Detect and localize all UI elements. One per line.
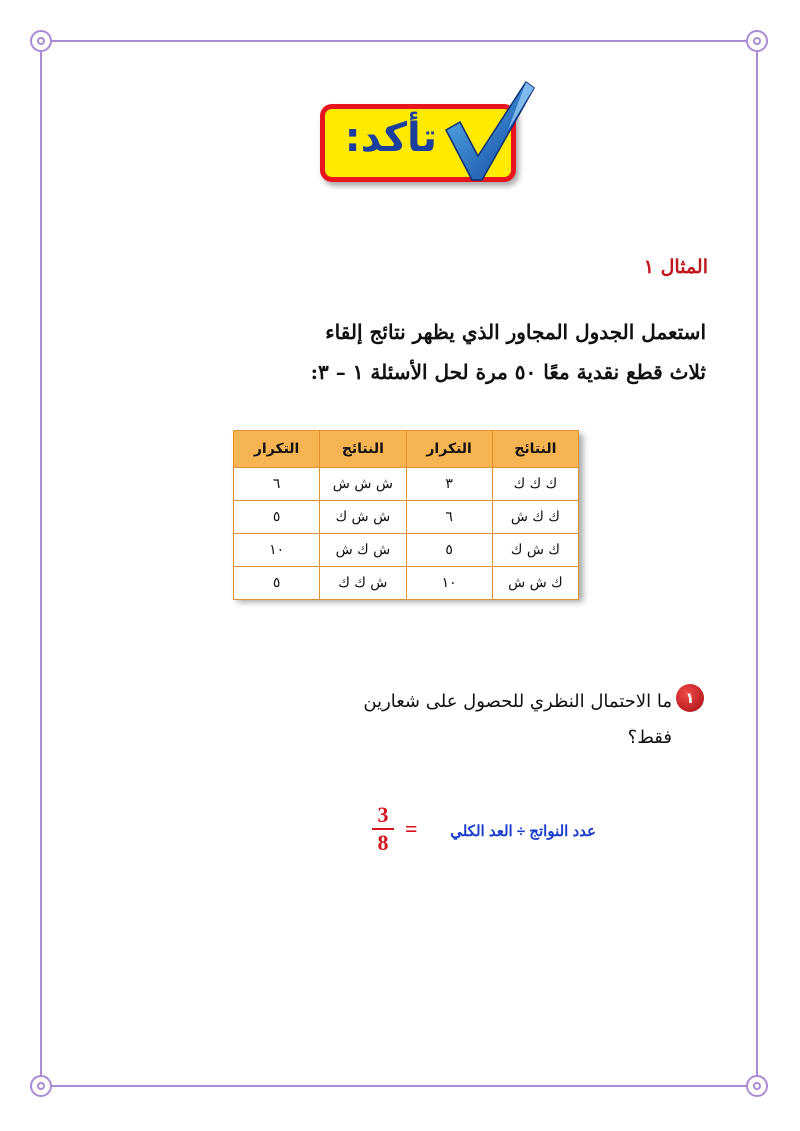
table-cell: ١٠	[234, 534, 320, 567]
intro-paragraph	[106, 312, 706, 392]
intro-line: ثلاث قطع نقدية معًا ٥٠ مرة لحل الأسئلة ١ – ٣:	[310, 360, 706, 384]
question-line: ما الاحتمال النظري للحصول على شعارين	[363, 691, 672, 712]
table-cell: ٦	[234, 468, 320, 501]
question-number-badge: ١	[676, 684, 704, 712]
table-cell: ك ك ك	[492, 468, 578, 501]
question-line: فقط؟	[627, 727, 672, 748]
fraction-denominator: 8	[377, 830, 389, 855]
table-row	[234, 501, 579, 534]
table-header-row	[234, 431, 579, 468]
intro-line: استعمل الجدول المجاور الذي يظهر نتائج إلقاء	[325, 320, 706, 344]
equals-sign: =	[405, 816, 418, 841]
table-cell: ٥	[234, 501, 320, 534]
table-cell: ١٠	[406, 567, 492, 600]
table-cell: ك ش ك	[492, 534, 578, 567]
table-cell: ك ك ش	[492, 501, 578, 534]
frame-corner-ornament	[746, 30, 768, 52]
table-cell: ش ك ش	[320, 534, 406, 567]
fraction-numerator: 3	[377, 802, 389, 827]
table-cell: ش ش ش	[320, 468, 406, 501]
frame-left-border	[40, 46, 42, 1085]
frame-corner-ornament	[30, 1075, 52, 1097]
frame-bottom-border	[44, 1085, 756, 1087]
badge-title: تأكد:	[344, 115, 437, 161]
frame-right-border	[756, 46, 758, 1085]
table-row	[234, 468, 579, 501]
table-row	[234, 534, 579, 567]
table-header-cell: التكرار	[234, 431, 320, 468]
table-cell: ش ك ك	[320, 567, 406, 600]
frame-top-border	[44, 40, 756, 42]
frame-corner-ornament	[30, 30, 52, 52]
table-header-cell: التكرار	[406, 431, 492, 468]
table-row	[234, 567, 579, 600]
table-header-cell: النتائج	[320, 431, 406, 468]
example-title: المثال ١	[643, 256, 708, 278]
checkmark-icon	[438, 78, 538, 182]
question-text	[272, 684, 672, 756]
table-header-cell: النتائج	[492, 431, 578, 468]
table-cell: ٣	[406, 468, 492, 501]
results-table	[233, 430, 579, 598]
table-cell: ك ش ش	[492, 567, 578, 600]
table-cell: ٦	[406, 501, 492, 534]
answer-fraction	[372, 804, 394, 854]
table-cell: ٥	[406, 534, 492, 567]
table-cell: ش ش ك	[320, 501, 406, 534]
answer-formula: عدد النواتج ÷ العد الكلي	[450, 823, 596, 840]
table-cell: ٥	[234, 567, 320, 600]
frame-corner-ornament	[746, 1075, 768, 1097]
